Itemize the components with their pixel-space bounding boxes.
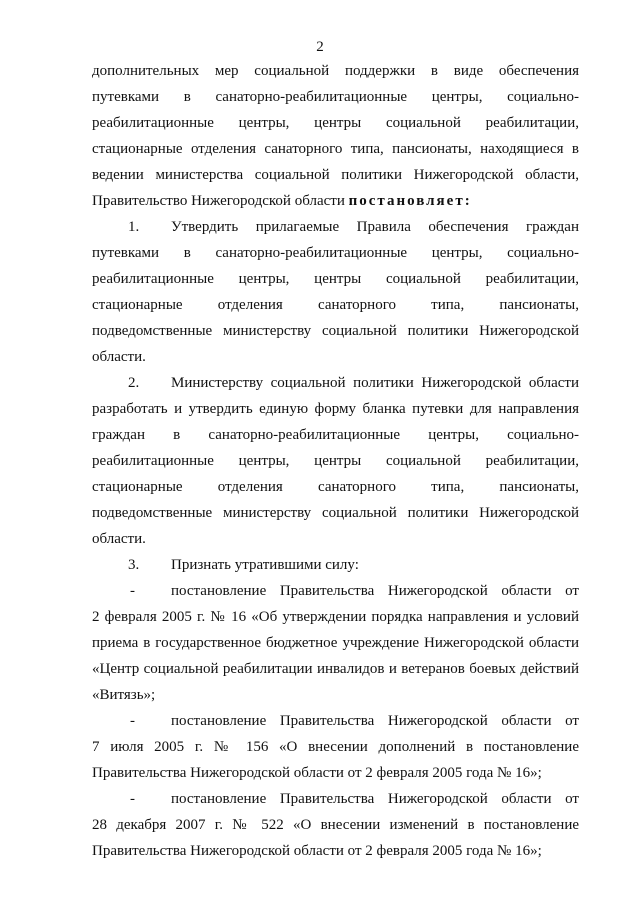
item-number: 1. <box>128 219 140 235</box>
sub3-line: постановление Правительства Нижегородской области от <box>171 791 579 807</box>
intro-line: стационарные отделения санаторного типа, пансионаты, находящиеся в <box>92 141 579 157</box>
list-dash: - <box>130 791 135 807</box>
intro-line: реабилитационные центры, центры социальной реабилитации, <box>92 115 579 131</box>
resolution-word: постановляет: <box>348 193 472 209</box>
intro-text: Правительство Нижегородской области <box>92 193 349 209</box>
item2-line: стационарные отделения санаторного типа, пансионаты, <box>92 479 579 495</box>
item1-line: стационарные отделения санаторного типа, пансионаты, <box>92 297 579 313</box>
intro-line: путевками в санаторно-реабилитационные центры, социально- <box>92 89 579 105</box>
item3-line: Признать утратившими силу: <box>171 557 359 573</box>
sub1-line: 2 февраля 2005 г. № 16 «Об утверждении порядка направления и условий <box>92 609 579 625</box>
item2-line: области. <box>92 531 146 547</box>
item-number: 3. <box>128 557 140 573</box>
item1-line: путевками в санаторно-реабилитационные центры, социально- <box>92 245 579 261</box>
item2-line: подведомственные министерству социальной политики Нижегородской <box>92 505 579 521</box>
sub2-line: 7 июля 2005 г. № 156 «О внесении дополнений в постановление <box>92 739 579 755</box>
intro-line: ведении министерства социальной политики Нижегородской области, <box>92 167 579 183</box>
item2-line: разработать и утвердить единую форму бланка путевки для направления <box>92 401 579 417</box>
intro-line: дополнительных мер социальной поддержки в виде обеспечения <box>92 63 579 79</box>
sub2-line: постановление Правительства Нижегородской области от <box>171 713 579 729</box>
item1-line: подведомственные министерству социальной политики Нижегородской <box>92 323 579 339</box>
item2-line: реабилитационные центры, центры социальной реабилитации, <box>92 453 579 469</box>
intro-line-last <box>92 192 579 210</box>
item1-line: Утвердить прилагаемые Правила обеспечения граждан <box>171 219 579 235</box>
item1-line: области. <box>92 349 146 365</box>
sub3-line: Правительства Нижегородской области от 2 февраля 2005 года № 16»; <box>92 843 542 859</box>
sub3-line: 28 декабря 2007 г. № 522 «О внесении изменений в постановление <box>92 817 579 833</box>
sub1-line: приема в государственное бюджетное учреждение Нижегородской области <box>92 635 579 651</box>
item1-line: реабилитационные центры, центры социальной реабилитации, <box>92 271 579 287</box>
item2-line: Министерству социальной политики Нижегородской области <box>171 375 579 391</box>
item-number: 2. <box>128 375 140 391</box>
sub1-line: «Центр социальной реабилитации инвалидов и ветеранов боевых действий <box>92 661 579 677</box>
list-dash: - <box>130 713 135 729</box>
page-number: 2 <box>316 39 324 55</box>
item2-line: граждан в санаторно-реабилитационные центры, социально- <box>92 427 579 443</box>
sub1-line: постановление Правительства Нижегородской области от <box>171 583 579 599</box>
list-dash: - <box>130 583 135 599</box>
sub1-line: «Витязь»; <box>92 687 156 703</box>
sub2-line: Правительства Нижегородской области от 2 февраля 2005 года № 16»; <box>92 765 542 781</box>
